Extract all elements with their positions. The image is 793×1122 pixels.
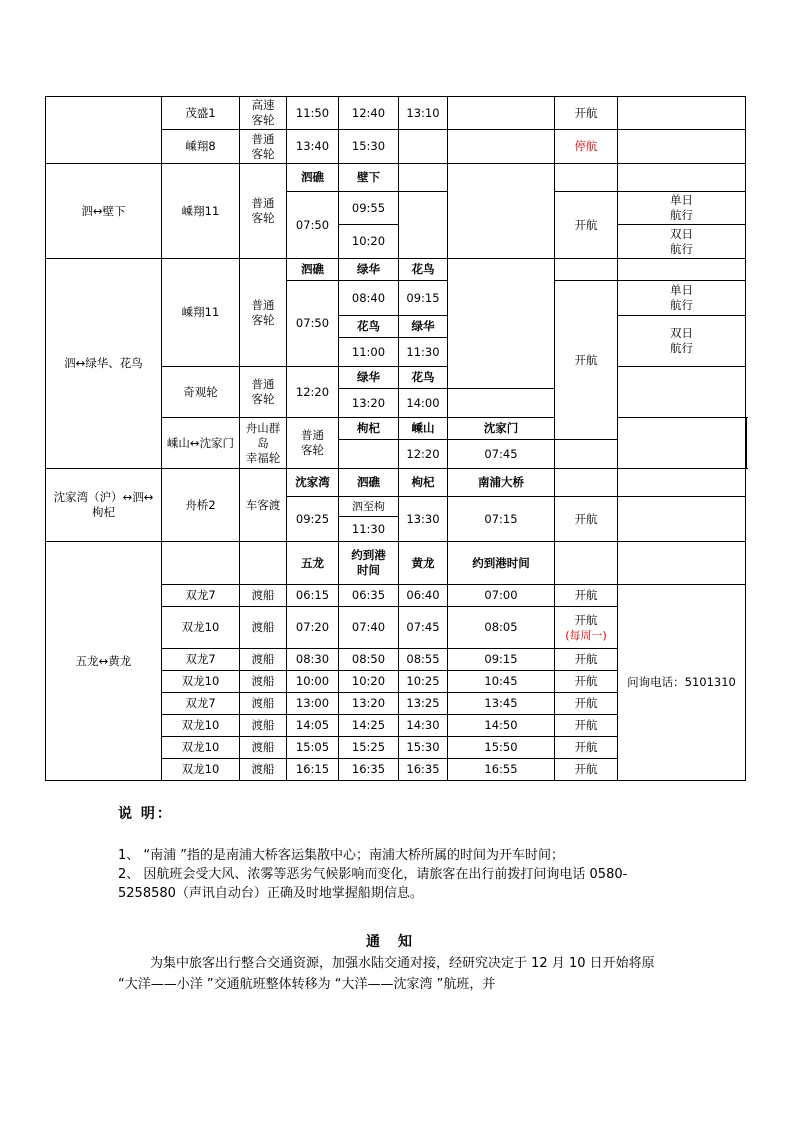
table-cell: 渡船 [240,671,287,693]
table-cell: 07:50 [287,192,339,259]
table-cell [555,259,618,281]
table-cell: 11:00 [339,338,399,367]
table-cell: 枸杞 [339,418,399,440]
table-cell [339,440,399,469]
table-cell: 沈家湾（沪）↔泗↔ 枸杞 [46,469,162,542]
table-cell: 开航 [555,737,618,759]
table-cell: 停航 [555,130,618,164]
table-cell: 嵊山 [399,418,448,440]
table-cell: 07:40 [339,607,399,649]
table-cell: 沈家湾 [287,469,339,497]
table-cell: 07:50 [287,281,339,367]
table-cell: 约到港时间 [448,542,555,585]
table-cell: 泗礁 [339,469,399,497]
table-cell: 普通 客轮 [240,130,287,164]
table-cell: 10:45 [448,671,555,693]
table-cell: 普通 客轮 [287,418,339,469]
table-cell: 渡船 [240,693,287,715]
table-cell: 15:30 [339,130,399,164]
table-cell [399,164,448,192]
table-cell: 车客渡 [240,469,287,542]
table-cell: 13:20 [339,389,399,418]
table-cell [448,164,555,259]
table-row [46,469,747,497]
table-cell: 08:40 [339,281,399,316]
table-cell: 开航 [555,585,618,607]
table-cell: 高速 客轮 [240,97,287,130]
table-cell: 舟山群岛 幸福轮 [240,418,287,469]
notice-section [118,932,678,995]
table-cell: 13:00 [287,693,339,715]
table-cell [618,164,746,192]
table-cell: 花鸟 [399,367,448,389]
table-cell: 舟桥2 [162,469,240,542]
table-cell: 双龙10 [162,671,240,693]
table-cell: 双龙7 [162,585,240,607]
table-cell [618,97,746,130]
table-cell: 五龙↔黄龙 [46,542,162,781]
table-cell: 双龙10 [162,759,240,781]
table-cell: 开航 [555,192,618,259]
table-row [46,164,747,192]
table-cell: 嵊翔11 [162,259,240,367]
table-cell: 泗礁 [287,164,339,192]
table-cell: 开航 [555,693,618,715]
table-cell: 10:20 [339,671,399,693]
table-cell: 开航 [555,671,618,693]
table-cell: 嵊翔8 [162,130,240,164]
table-cell: 10:25 [399,671,448,693]
table-cell [162,542,240,585]
table-cell: 07:20 [287,607,339,649]
table-cell: 单日 航行 [618,281,746,316]
table-cell: 双日 航行 [618,225,746,259]
table-cell: 开航 [555,497,618,542]
notice-body: 为集中旅客出行整合交通资源，加强水陆交通对接，经研究决定于 12 月 10 日开始将原 “大洋——小洋 ”交通航班整体转移为 “大洋——沈家湾 ”航班，并 [118,956,655,992]
table-cell: 15:25 [339,737,399,759]
table-cell: 10:00 [287,671,339,693]
table-cell: 问询电话：5101310 [618,585,746,781]
table-cell: 渡船 [240,759,287,781]
table-cell: 双龙10 [162,607,240,649]
note-line-1: 1、 “南浦 ”指的是南浦大桥客运集散中心；南浦大桥所属的时间为开车时间； [118,848,565,863]
table-cell [746,418,747,469]
table-cell: 11:50 [287,97,339,130]
notes-title: 说 明： [118,806,173,822]
table-cell: 普通 客轮 [240,164,287,259]
table-cell: 双龙10 [162,715,240,737]
table-cell: 09:15 [448,649,555,671]
table-cell: 绿华 [399,316,448,338]
table-cell: 13:45 [448,693,555,715]
table-cell: 08:05 [448,607,555,649]
table-cell: 泗↔壁下 [46,164,162,259]
table-cell: 13:10 [399,97,448,130]
table-cell [448,389,555,418]
table-cell: 壁下 [339,164,399,192]
table-cell [618,497,746,542]
table-cell: 12:40 [339,97,399,130]
table-cell: 泗礁 [287,259,339,281]
table-cell: 开航 [555,97,618,130]
table-cell: 08:55 [399,649,448,671]
table-cell [240,542,287,585]
table-cell: 黄龙 [399,542,448,585]
table-cell: 双日 航行 [618,316,746,367]
table-cell [46,97,162,164]
table-cell: 绿华 [339,367,399,389]
table-cell [448,97,555,130]
table-cell: 普通 客轮 [240,367,287,418]
table-cell: 08:50 [339,649,399,671]
table-cell: 09:15 [399,281,448,316]
table-cell: 11:30 [399,338,448,367]
table-cell: 沈家门 [448,418,555,440]
notice-title: 通知 [366,934,430,950]
table-cell: 07:45 [448,440,555,469]
table-cell [399,192,448,259]
table-cell: 枸杞 [399,469,448,497]
table-cell: 13:25 [399,693,448,715]
note-line-2: 2、 因航班会受大风、浓雾等恶劣气候影响而变化，请旅客在出行前拨打问询电话 0580-5258580（声讯自动台）正确及时地掌握船期信息。 [118,867,628,901]
table-cell [448,259,555,389]
table-cell: 嵊翔11 [162,164,240,259]
table-cell: 单日 航行 [618,192,746,225]
table-cell: 嵊山↔沈家门 [162,418,240,469]
table-cell: 14:50 [448,715,555,737]
table-cell: 14:30 [399,715,448,737]
table-cell: 绿华 [339,259,399,281]
table-cell: 花鸟 [339,316,399,338]
table-cell: 开航 [555,715,618,737]
table-cell: 12:20 [287,367,339,418]
table-cell [399,130,448,164]
table-cell: 07:45 [399,607,448,649]
table-cell [555,469,618,497]
table-cell: 16:55 [448,759,555,781]
table-cell: 13:40 [287,130,339,164]
table-cell: 16:35 [399,759,448,781]
table-cell: 14:25 [339,715,399,737]
table-cell [618,259,746,281]
table-cell: 渡船 [240,607,287,649]
table-cell: 普通 客轮 [240,259,287,367]
table-cell [555,164,618,192]
table-cell: 15:05 [287,737,339,759]
table-cell: 10:20 [339,225,399,259]
table-cell: 渡船 [240,649,287,671]
table-cell: 双龙10 [162,737,240,759]
table-cell: 渡船 [240,585,287,607]
table-cell: 开航 (每周一) [555,607,618,649]
table-cell: 13:20 [339,693,399,715]
table-cell: 16:15 [287,759,339,781]
table-cell: 13:30 [399,497,448,542]
table-cell: 双龙7 [162,693,240,715]
table-row [46,259,747,281]
ferry-schedule-table [45,96,747,781]
table-cell: 07:15 [448,497,555,542]
table-cell [448,130,555,164]
table-cell: 奇观轮 [162,367,240,418]
table-cell: 14:05 [287,715,339,737]
table-cell [618,469,746,497]
table-cell [618,367,746,418]
table-cell: 14:00 [399,389,448,418]
table-cell: 15:30 [399,737,448,759]
table-cell: 09:25 [287,497,339,542]
table-cell: 16:35 [339,759,399,781]
table-cell: 开航 [555,649,618,671]
table-cell [618,542,746,585]
table-cell: 渡船 [240,737,287,759]
table-cell: 15:50 [448,737,555,759]
table-cell [618,130,746,164]
table-cell: 泗至枸 [339,497,399,517]
table-cell: 约到港 时间 [339,542,399,585]
notes-section [118,805,678,903]
table-cell: 茂盛1 [162,97,240,130]
table-cell: 开航 [555,759,618,781]
table-cell [555,542,618,585]
table-cell: 06:15 [287,585,339,607]
table-row [46,97,747,130]
table-cell: 开航 [555,281,618,440]
table-cell: 12:20 [399,440,448,469]
table-cell: 南浦大桥 [448,469,555,497]
table-cell: 06:40 [399,585,448,607]
table-cell: 06:35 [339,585,399,607]
table-cell: 11:30 [339,517,399,542]
table-row [46,542,747,585]
table-cell: 泗↔绿华、花鸟 [46,259,162,469]
table-cell [618,418,746,469]
table-cell: 五龙 [287,542,339,585]
table-cell: 双龙7 [162,649,240,671]
table-cell: 渡船 [240,715,287,737]
table-cell: 09:55 [339,192,399,225]
table-cell: 花鸟 [399,259,448,281]
table-cell: 08:30 [287,649,339,671]
table-cell: 07:00 [448,585,555,607]
